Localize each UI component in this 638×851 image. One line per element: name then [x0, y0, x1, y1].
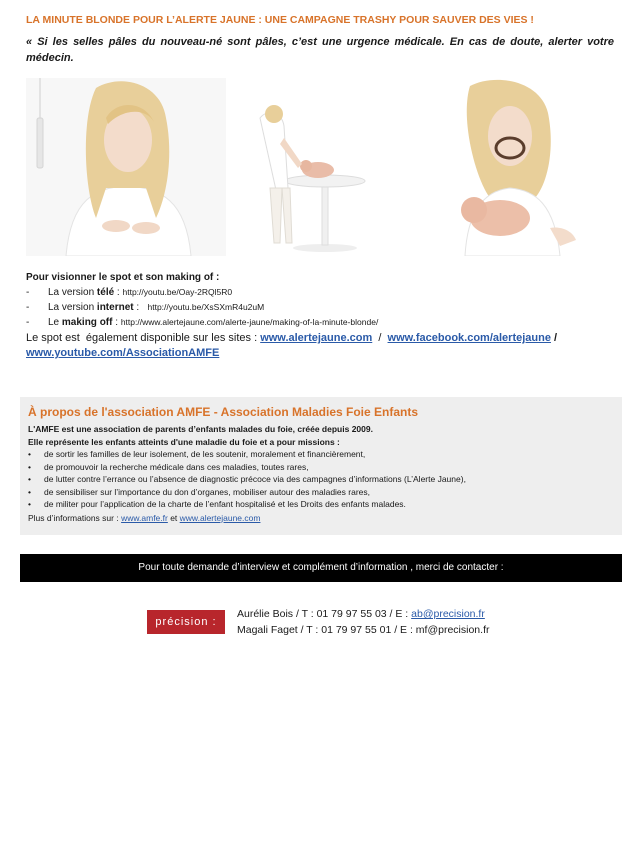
- contact-magali: Magali Faget / T : 01 79 97 55 01 / E : mf@precision.fr: [237, 624, 490, 636]
- contact-details: [237, 606, 489, 638]
- about-body: [28, 423, 618, 524]
- mission-item: • de promouvoir la recherche médicale dans ces maladies, toutes rares,: [28, 461, 309, 472]
- photo-blonde-portrait: [26, 78, 226, 256]
- email-link-ab[interactable]: ab@precision.fr: [411, 608, 485, 620]
- photo-changing-table: [240, 78, 400, 256]
- more-info-line: Plus d’informations sur : www.amfe.fr et www.alertejaune.com: [28, 512, 261, 523]
- about-line-2: Elle représente les enfants atteints d'une maladie du foie et a pour missions :: [28, 436, 340, 447]
- photo-woman-with-baby: [410, 78, 610, 256]
- video-link-row-making-off: - Le making off : http://www.alertejaune.com/alerte-jaune/making-of-la-minute-blonde/: [26, 317, 379, 328]
- link-alertejaune-2[interactable]: www.alertejaune.com: [179, 512, 261, 523]
- about-amfe-box: [20, 397, 622, 535]
- contact-banner: Pour toute demande d’interview et complément d’information , merci de contacter :: [20, 554, 622, 582]
- video-links-heading: Pour visionner le spot et son making of :: [26, 272, 220, 283]
- precision-logo: précision :: [147, 610, 225, 634]
- video-link-row-internet: - La version internet : http://youtu.be/XsSXmR4u2uM: [26, 302, 265, 313]
- link-amfe[interactable]: www.amfe.fr: [121, 512, 168, 523]
- video-links-section: [26, 270, 618, 361]
- contact-aurelie: Aurélie Bois / T : 01 79 97 55 03 / E : ab@precision.fr: [237, 608, 485, 620]
- also-available-text: Le spot est également disponible sur les sites : www.alertejaune.com / www.facebook.com/alertejaune / www.youtube.com/AssociationAMFE: [26, 332, 558, 359]
- about-title: À propos de l'association AMFE - Association Maladies Foie Enfants: [28, 405, 419, 419]
- video-url-internet[interactable]: http://youtu.be/XsSXmR4u2uM: [147, 302, 265, 312]
- link-facebook[interactable]: www.facebook.com/alertejaune: [387, 332, 551, 344]
- video-link-row-tele: - La version télé : http://youtu.be/Oay-2RQl5R0: [26, 287, 233, 298]
- link-alertejaune[interactable]: www.alertejaune.com: [260, 332, 373, 344]
- video-url-making-off[interactable]: http://www.alertejaune.com/alerte-jaune/making-of-la-minute-blonde/: [120, 317, 379, 327]
- quote-text: « Si les selles pâles du nouveau-né sont pâles, c’est une urgence médicale. En cas de doute, alerter votre médecin.: [26, 36, 614, 64]
- about-line-1: L'AMFE est une association de parents d’enfants malades du foie, créée depuis 2009.: [28, 424, 373, 434]
- mission-item: • de militer pour l’application de la charte de l’enfant hospitalisé et les Droits des enfants malades.: [28, 499, 406, 509]
- mission-item: • de sortir les familles de leur isolement, de les soutenir, moralement et financièrement,: [28, 449, 366, 459]
- link-youtube[interactable]: www.youtube.com/AssociationAMFE: [26, 347, 220, 359]
- mission-item: • de sensibiliser sur l’importance du don d’organes, mobiliser autour des maladies rares,: [28, 486, 370, 497]
- page-title: LA MINUTE BLONDE POUR L’ALERTE JAUNE : UNE CAMPAGNE TRASHY POUR SAUVER DES VIES !: [26, 14, 534, 26]
- video-url-tele[interactable]: http://youtu.be/Oay-2RQl5R0: [122, 287, 233, 297]
- mission-item: • de lutter contre l’errance ou l’absence de diagnostic précoce via des campagnes d’informations (L’Alerte Jaune),: [28, 474, 466, 484]
